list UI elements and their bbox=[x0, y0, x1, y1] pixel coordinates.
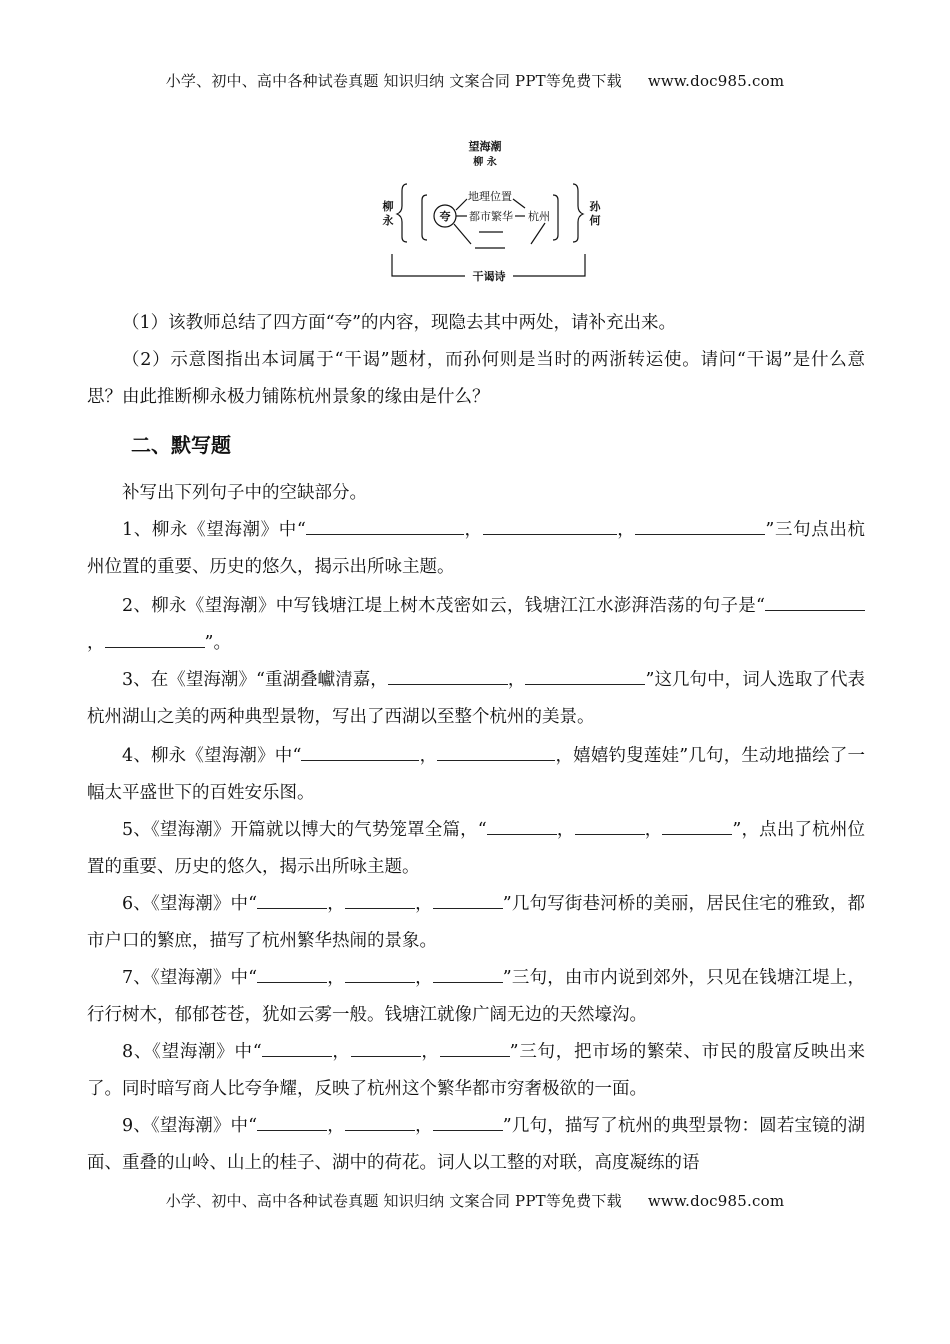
answer-blank[interactable] bbox=[662, 818, 732, 835]
answer-blank[interactable] bbox=[433, 1114, 503, 1131]
diagram-author: 柳 永 bbox=[473, 157, 497, 168]
fill-item-2: 2、柳永《望海潮》中写钱塘江堤上树木茂密如云，钱塘江江水澎湃浩荡的句子是“， ”。 bbox=[87, 588, 865, 662]
answer-blank[interactable] bbox=[483, 518, 617, 535]
answer-blank[interactable] bbox=[257, 892, 327, 909]
answer-blank[interactable] bbox=[487, 818, 557, 835]
fill-item-7: 7、《望海潮》中“ ， ， ”三句，由市内说到郊外，只见在钱塘江堤上，行行树木，郁郁苍苍，犹如云雾一般。钱塘江就像广阔无边的天然壕沟。 bbox=[87, 968, 865, 1025]
answer-blank[interactable] bbox=[525, 668, 645, 685]
section-title: 二、默写题 bbox=[131, 433, 231, 457]
page-header bbox=[0, 70, 950, 91]
answer-blank[interactable] bbox=[257, 1114, 327, 1131]
answer-blank[interactable] bbox=[257, 966, 327, 983]
answer-blank[interactable] bbox=[440, 1040, 510, 1057]
fill-item-3: 3、在《望海潮》“重湖叠巘清嘉， ， ”这几句中，词人选取了代表杭州湖山之美的两种典型景物，写出了西湖以至整个杭州的美景。 bbox=[87, 670, 865, 727]
answer-blank[interactable] bbox=[105, 631, 205, 648]
answer-blank[interactable] bbox=[765, 594, 865, 611]
header-url: www.doc985.com bbox=[647, 72, 785, 90]
answer-blank[interactable] bbox=[345, 892, 415, 909]
diagram-item-prosperity: 都市繁华 bbox=[469, 210, 513, 223]
fill-item-4: 4、柳永《望海潮》中“ ， ，嬉嬉钓叟莲娃”几句，生动地描绘了一幅太平盛世下的百姓安乐图。 bbox=[87, 746, 865, 803]
answer-blank[interactable] bbox=[262, 1040, 332, 1057]
page-footer bbox=[0, 1190, 950, 1211]
diagram-title: 望海潮 bbox=[468, 140, 502, 153]
diagram-right-label-2: 何 bbox=[589, 214, 601, 227]
instruction: 补写出下列句子中的空缺部分。 bbox=[122, 483, 367, 503]
diagram-city: 杭州 bbox=[528, 210, 550, 223]
diagram-outer-left-brace bbox=[397, 184, 407, 242]
header-text: 小学、初中、高中各种试卷真题 知识归纳 文案合同 PPT等免费下载 bbox=[165, 72, 622, 90]
fill-item-6: 6、《望海潮》中“ ， ， ”几句写街巷河桥的美丽，居民住宅的雅致，都市户口的繁庶，描写了杭州繁华热闹的景象。 bbox=[87, 894, 865, 951]
answer-blank[interactable] bbox=[433, 966, 503, 983]
diagram-outer-right-brace bbox=[573, 184, 583, 242]
diagram-left-label-1: 柳 bbox=[382, 200, 394, 213]
answer-blank[interactable] bbox=[388, 668, 508, 685]
answer-blank[interactable] bbox=[306, 518, 464, 535]
diagram-inner-right-bracket bbox=[553, 195, 558, 240]
answer-blank[interactable] bbox=[345, 966, 415, 983]
answer-blank[interactable] bbox=[351, 1040, 421, 1057]
diagram-bottom-label: 干谒诗 bbox=[472, 270, 506, 283]
diagram-bottom-left-bracket bbox=[392, 254, 465, 276]
diagram-center-char: 夸 bbox=[439, 210, 451, 223]
fill-item-5: 5、《望海潮》开篇就以博大的气势笼罩全篇，“ ， ， ”，点出了杭州位置的重要、历史的悠久，揭示出所咏主题。 bbox=[87, 820, 865, 877]
answer-blank[interactable] bbox=[345, 1114, 415, 1131]
answer-blank[interactable] bbox=[575, 818, 645, 835]
fill-item-9: 9、《望海潮》中“ ， ， ”几句，描写了杭州的典型景物：圆若宝镜的湖面、重叠的山岭、山上的桂子、湖中的荷花。词人以工整的对联，高度凝练的语 bbox=[87, 1116, 865, 1173]
answer-blank[interactable] bbox=[433, 892, 503, 909]
diagram-right-label-1: 孙 bbox=[589, 200, 601, 213]
question-2: （2）示意图指出本词属于“干谒”题材，而孙何则是当时的两浙转运使。请问“干谒”是什么意思？由此推断柳永极力铺陈杭州景象的缘由是什么？ bbox=[87, 350, 865, 407]
question-1: （1）该教师总结了四方面“夸”的内容，现隐去其中两处，请补充出来。 bbox=[122, 313, 677, 333]
diagram-item-location: 地理位置 bbox=[468, 190, 512, 203]
fill-item-1: 1、柳永《望海潮》中“ ， ， ”三句点出杭州位置的重要、历史的悠久，揭示出所咏主题。 bbox=[87, 520, 865, 577]
footer-url: www.doc985.com bbox=[647, 1192, 785, 1210]
poem-structure-diagram bbox=[365, 138, 605, 286]
answer-blank[interactable] bbox=[301, 744, 419, 761]
fill-item-8: 8、《望海潮》中“ ， ， ”三句，把市场的繁荣、市民的殷富反映出来了。同时暗写商人比夸争耀，反映了杭州这个繁华都市穷奢极欲的一面。 bbox=[87, 1042, 866, 1099]
diagram-left-label-2: 永 bbox=[382, 214, 394, 227]
diagram-inner-left-bracket bbox=[422, 195, 427, 240]
diagram-bottom-right-bracket bbox=[513, 254, 585, 276]
footer-text: 小学、初中、高中各种试卷真题 知识归纳 文案合同 PPT等免费下载 bbox=[165, 1192, 622, 1210]
answer-blank[interactable] bbox=[437, 744, 555, 761]
answer-blank[interactable] bbox=[635, 518, 765, 535]
